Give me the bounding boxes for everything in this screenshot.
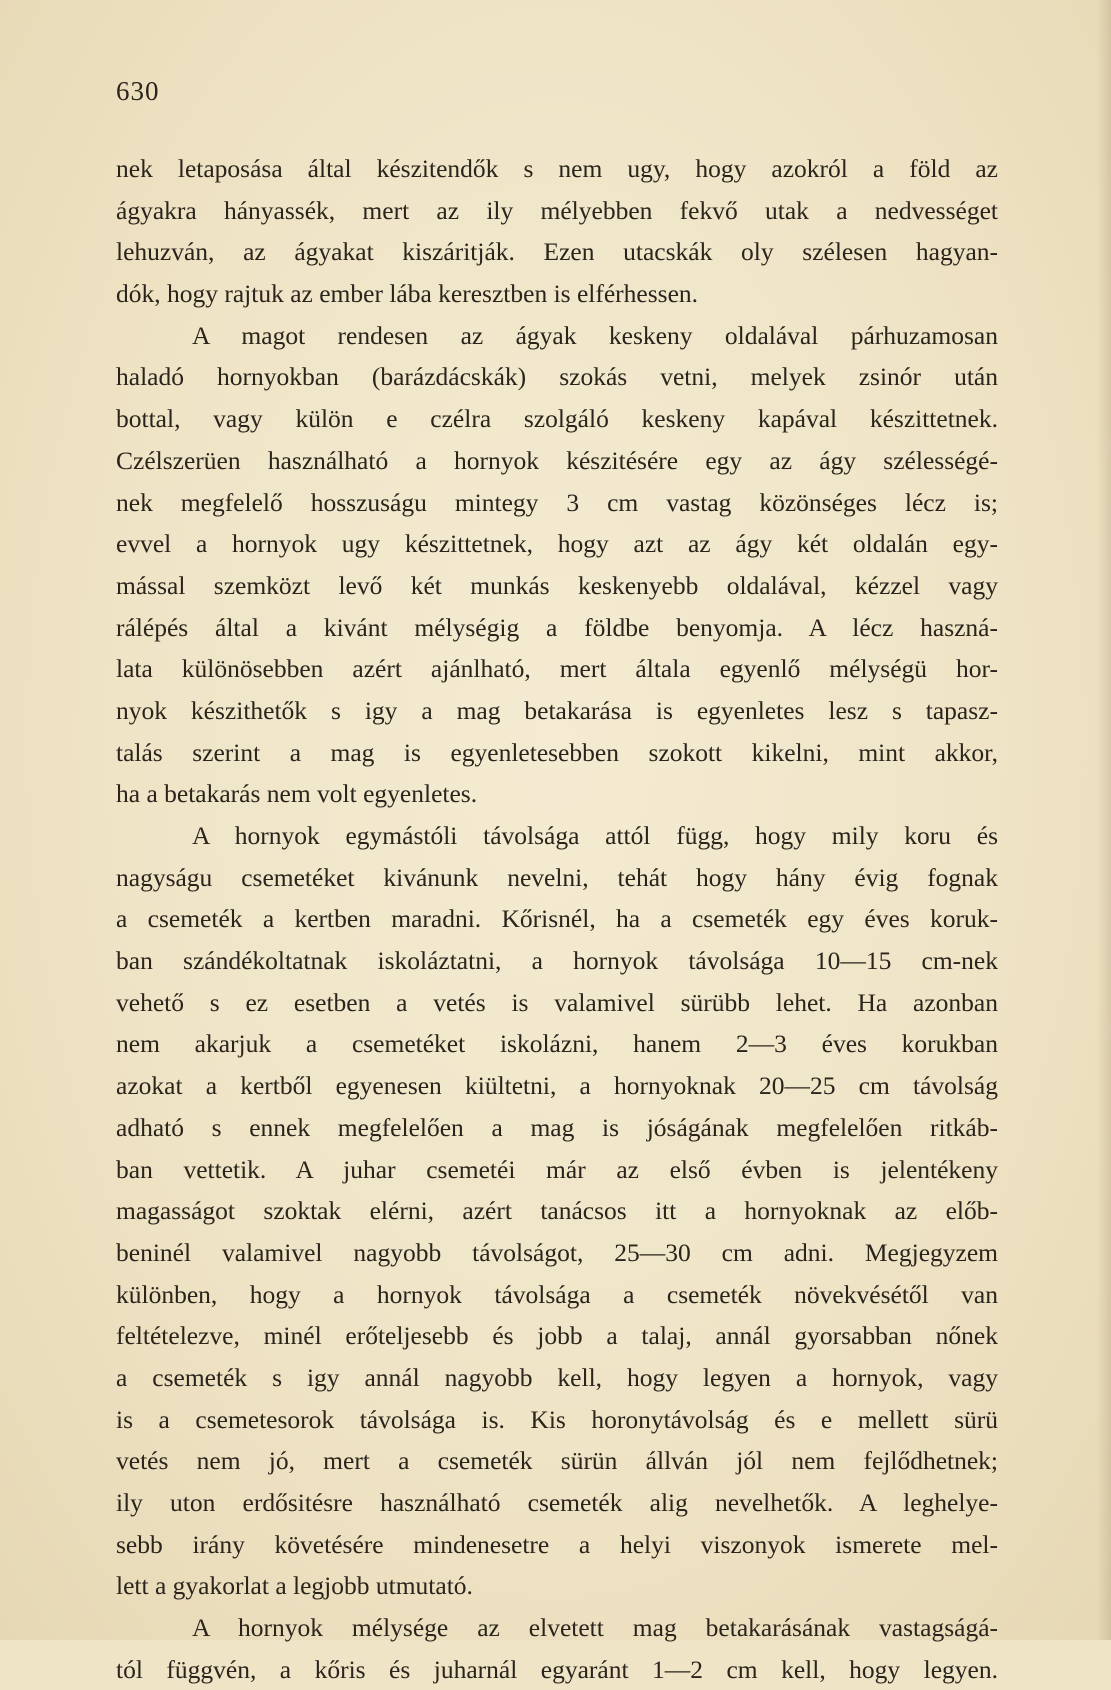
text-line: ha a betakarás nem volt egyenletes. bbox=[116, 779, 478, 809]
text-line: lett a gyakorlat a legjobb utmutató. bbox=[116, 1571, 473, 1601]
page-edge-shadow bbox=[1097, 0, 1111, 1640]
text-line: a csemeték a kertben maradni. Kőrisnél, ha a csemeték egy éves koruk- bbox=[116, 904, 998, 934]
text-line: nyok készithetők s igy a mag betakarása is egyenletes lesz s tapasz- bbox=[116, 695, 998, 725]
text-line: magasságot szoktak elérni, azért tanácsos itt a hornyoknak az előb- bbox=[116, 1196, 998, 1226]
text-line: rálépés által a kivánt mélységig a földbe benyomja. A lécz haszná- bbox=[116, 612, 998, 642]
text-line: A hornyok mélysége az elvetett mag betakarásának vastagságá- bbox=[192, 1613, 998, 1643]
text-line: nek megfelelő hosszuságu mintegy 3 cm vastag közönséges lécz is; bbox=[116, 487, 998, 517]
text-line: is a csemetesorok távolsága is. Kis horonytávolság és e mellett sürü bbox=[116, 1404, 998, 1434]
text-line: nek letaposása által készitendők s nem ugy, hogy azokról a föld az bbox=[116, 154, 998, 183]
text-line: bottal, vagy külön e czélra szolgáló keskeny kapával készittetnek. bbox=[116, 404, 998, 434]
text-line: azokat a kertből egyenesen kiültetni, a hornyoknak 20—25 cm távolság bbox=[116, 1071, 998, 1101]
text-line: ily uton erdősitésre használható csemeték alig nevelhetők. A leghelye- bbox=[116, 1488, 998, 1517]
text-line: haladó hornyokban (barázdácskák) szokás vetni, melyek zsinór után bbox=[116, 362, 998, 392]
text-line: nem akarjuk a csemetéket iskolázni, hanem 2—3 éves korukban bbox=[116, 1029, 998, 1059]
text-line: vehető s ez esetben a vetés is valamivel sürübb lehet. Ha azonban bbox=[116, 987, 998, 1017]
text-line: mással szemközt levő két munkás keskenyebb oldalával, kézzel vagy bbox=[116, 570, 998, 600]
body-text bbox=[116, 148, 998, 1690]
text-line: A magot rendesen az ágyak keskeny oldalával párhuzamosan bbox=[192, 320, 998, 350]
text-line: tól függvén, a kőris és juharnál egyaránt 1—2 cm kell, hogy legyen. bbox=[116, 1654, 998, 1684]
text-line: talás szerint a mag is egyenletesebben szokott kikelni, mint akkor, bbox=[116, 737, 998, 767]
text-line: evvel a hornyok ugy készittetnek, hogy azt az ágy két oldalán egy- bbox=[116, 529, 998, 559]
text-line: a csemeték s igy annál nagyobb kell, hogy legyen a hornyok, vagy bbox=[116, 1362, 998, 1392]
text-line: ágyakra hányassék, mert az ily mélyebben fekvő utak a nedvességet bbox=[116, 195, 998, 225]
text-line: adható s ennek megfelelően a mag is jóságának megfelelően ritkáb- bbox=[116, 1112, 998, 1142]
text-line: vetés nem jó, mert a csemeték sürün állván jól nem fejlődhetnek; bbox=[116, 1446, 998, 1476]
text-line: nagyságu csemetéket kivánunk nevelni, tehát hogy hány évig fognak bbox=[116, 862, 998, 892]
text-line: A hornyok egymástóli távolsága attól függ, hogy mily koru és bbox=[192, 821, 998, 850]
text-line: feltételezve, minél erőteljesebb és jobb a talaj, annál gyorsabban nőnek bbox=[116, 1321, 998, 1351]
text-line: ban vettetik. A juhar csemetéi már az első évben is jelentékeny bbox=[116, 1154, 998, 1184]
text-line: dók, hogy rajtuk az ember lába keresztben is elférhessen. bbox=[116, 279, 699, 309]
text-line: lehuzván, az ágyakat kiszáritják. Ezen utacskák oly szélesen hagyan- bbox=[116, 237, 998, 267]
text-line: sebb irány követésére mindenesetre a helyi viszonyok ismerete mel- bbox=[116, 1529, 998, 1559]
text-line: ban szándékoltatnak iskoláztatni, a hornyok távolsága 10—15 cm-nek bbox=[116, 946, 998, 976]
page-number: 630 bbox=[116, 76, 160, 106]
text-line: beninél valamivel nagyobb távolságot, 25—30 cm adni. Megjegyzem bbox=[116, 1237, 998, 1267]
text-line: különben, hogy a hornyok távolsága a csemeték növekvésétől van bbox=[116, 1279, 998, 1309]
text-line: lata különösebben azért ajánlható, mert általa egyenlő mélységü hor- bbox=[116, 654, 998, 684]
text-line: Czélszerüen használható a hornyok készitésére egy az ágy szélességé- bbox=[116, 445, 998, 475]
